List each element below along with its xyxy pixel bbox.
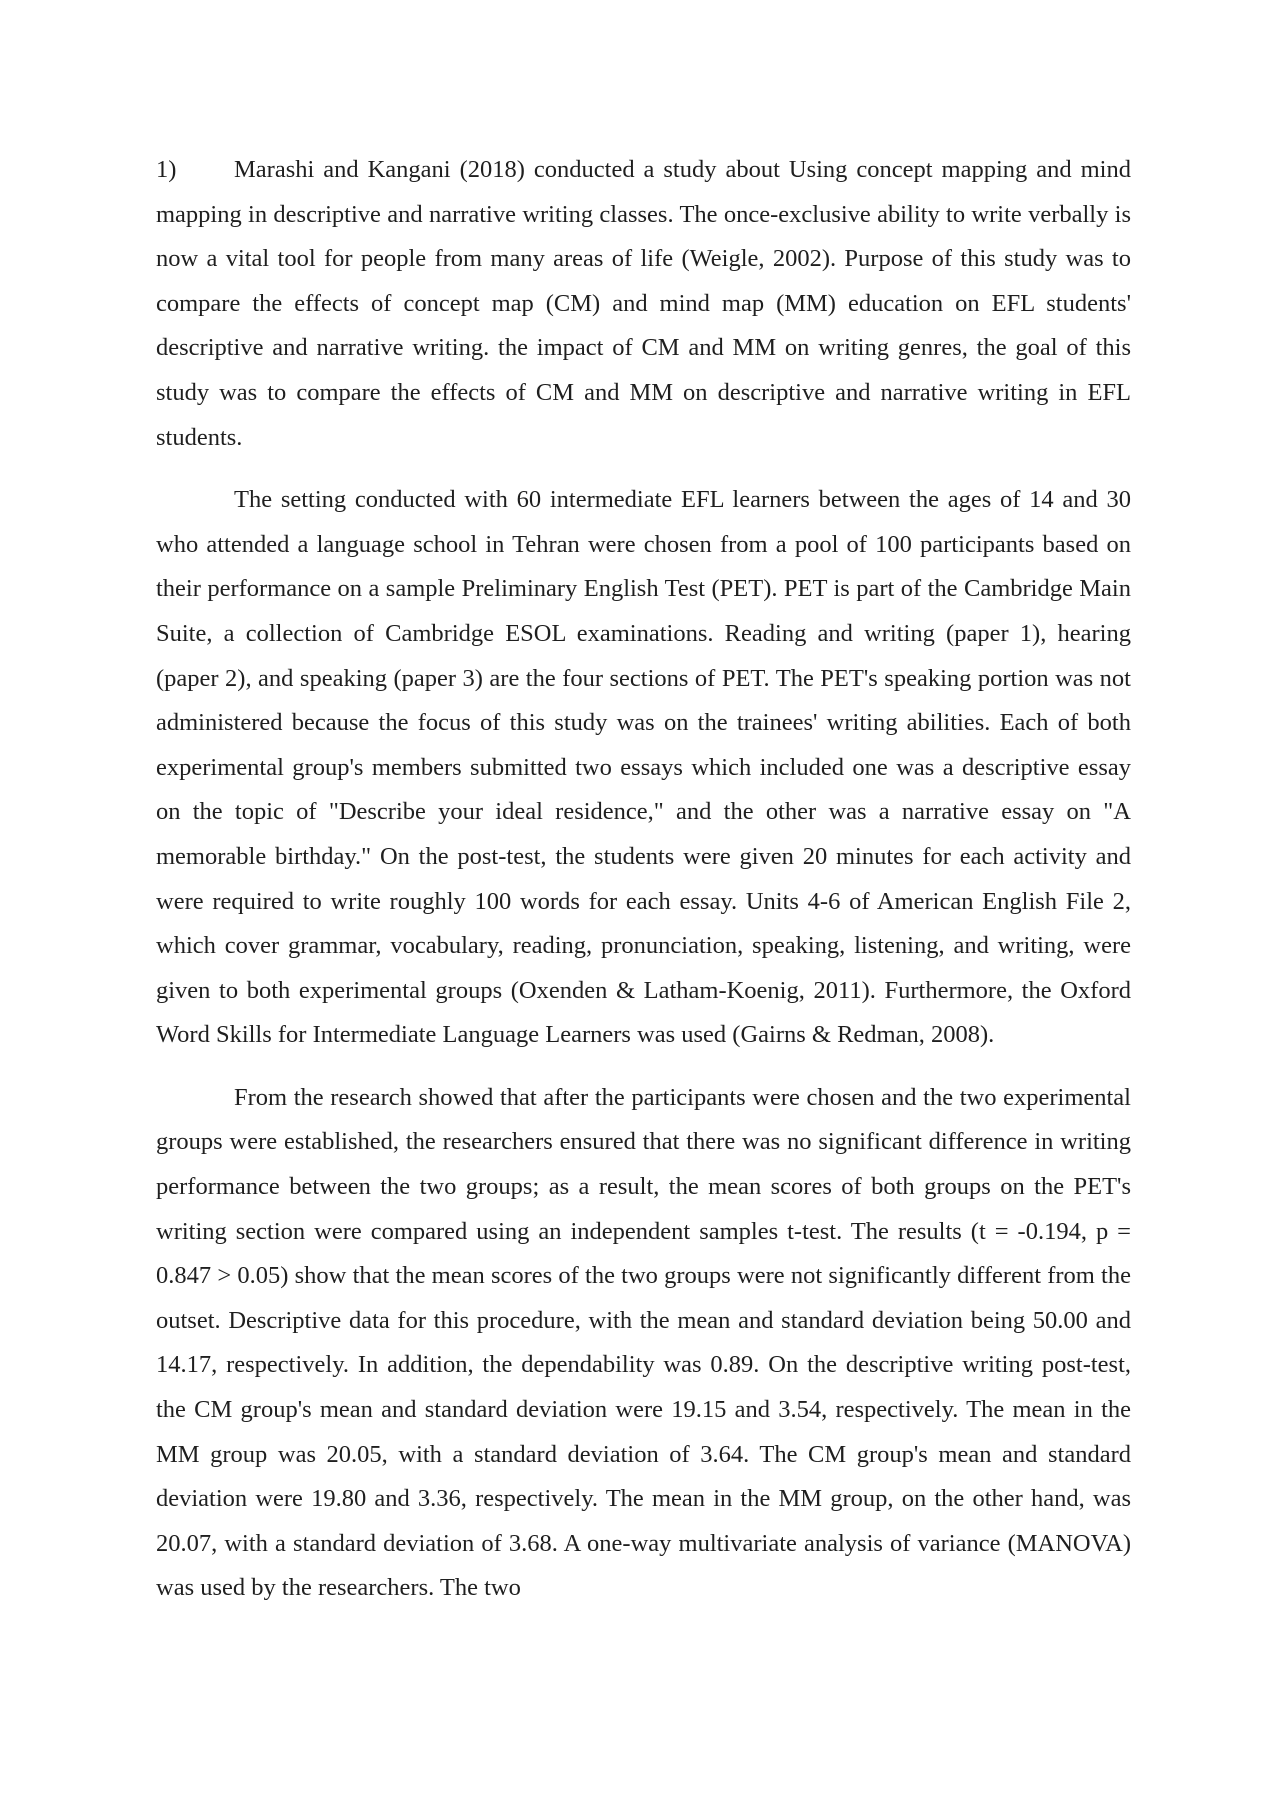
document-page [156,148,1131,1629]
paragraph-1-text: Marashi and Kangani (2018) conducted a study about Using concept mapping and mind mapping in descriptive and narrative writing classes. The once-exclusive ability to write verbally is now a vital tool for people from many areas of life (Weigle, 2002). Purpose of this study was to compare the effects of concept map (CM) and mind map (MM) education on EFL students' descriptive and narrative writing. the impact of CM and MM on writing genres, the goal of this study was to compare the effects of CM and MM on descriptive and narrative writing in EFL students. [156,156,1131,451]
list-number: 1) [156,156,177,183]
paragraph-1 [156,148,1131,460]
paragraph-2: The setting conducted with 60 intermediate EFL learners between the ages of 14 and 30 who attended a language school in Tehran were chosen from a pool of 100 participants based on their performance on a sample Preliminary English Test (PET). PET is part of the Cambridge Main Suite, a collection of Cambridge ESOL examinations. Reading and writing (paper 1), hearing (paper 2), and speaking (paper 3) are the four sections of PET. The PET's speaking portion was not administered because the focus of this study was on the trainees' writing abilities. Each of both experimental group's members submitted two essays which included one was a descriptive essay on the topic of "Describe your ideal residence," and the other was a narrative essay on "A memorable birthday." On the post-test, the students were given 20 minutes for each activity and were required to write roughly 100 words for each essay. Units 4-6 of American English File 2, which cover grammar, vocabulary, reading, pronunciation, speaking, listening, and writing, were given to both experimental groups (Oxenden & Latham-Koenig, 2011). Furthermore, the Oxford Word Skills for Intermediate Language Learners was used (Gairns & Redman, 2008). [156,486,1131,1049]
paragraph-3: From the research showed that after the participants were chosen and the two experimental groups were established, the researchers ensured that there was no significant difference in writing performance between the two groups; as a result, the mean scores of both groups on the PET's writing section were compared using an independent samples t-test. The results (t = -0.194, p = 0.847 > 0.05) show that the mean scores of the two groups were not significantly different from the outset. Descriptive data for this procedure, with the mean and standard deviation being 50.00 and 14.17, respectively. In addition, the dependability was 0.89. On the descriptive writing post-test, the CM group's mean and standard deviation were 19.15 and 3.54, respectively. The mean in the MM group was 20.05, with a standard deviation of 3.64. The CM group's mean and standard deviation were 19.80 and 3.36, respectively. The mean in the MM group, on the other hand, was 20.07, with a standard deviation of 3.68. A one-way multivariate analysis of variance (MANOVA) was used by the researchers. The two [156,1083,1131,1602]
